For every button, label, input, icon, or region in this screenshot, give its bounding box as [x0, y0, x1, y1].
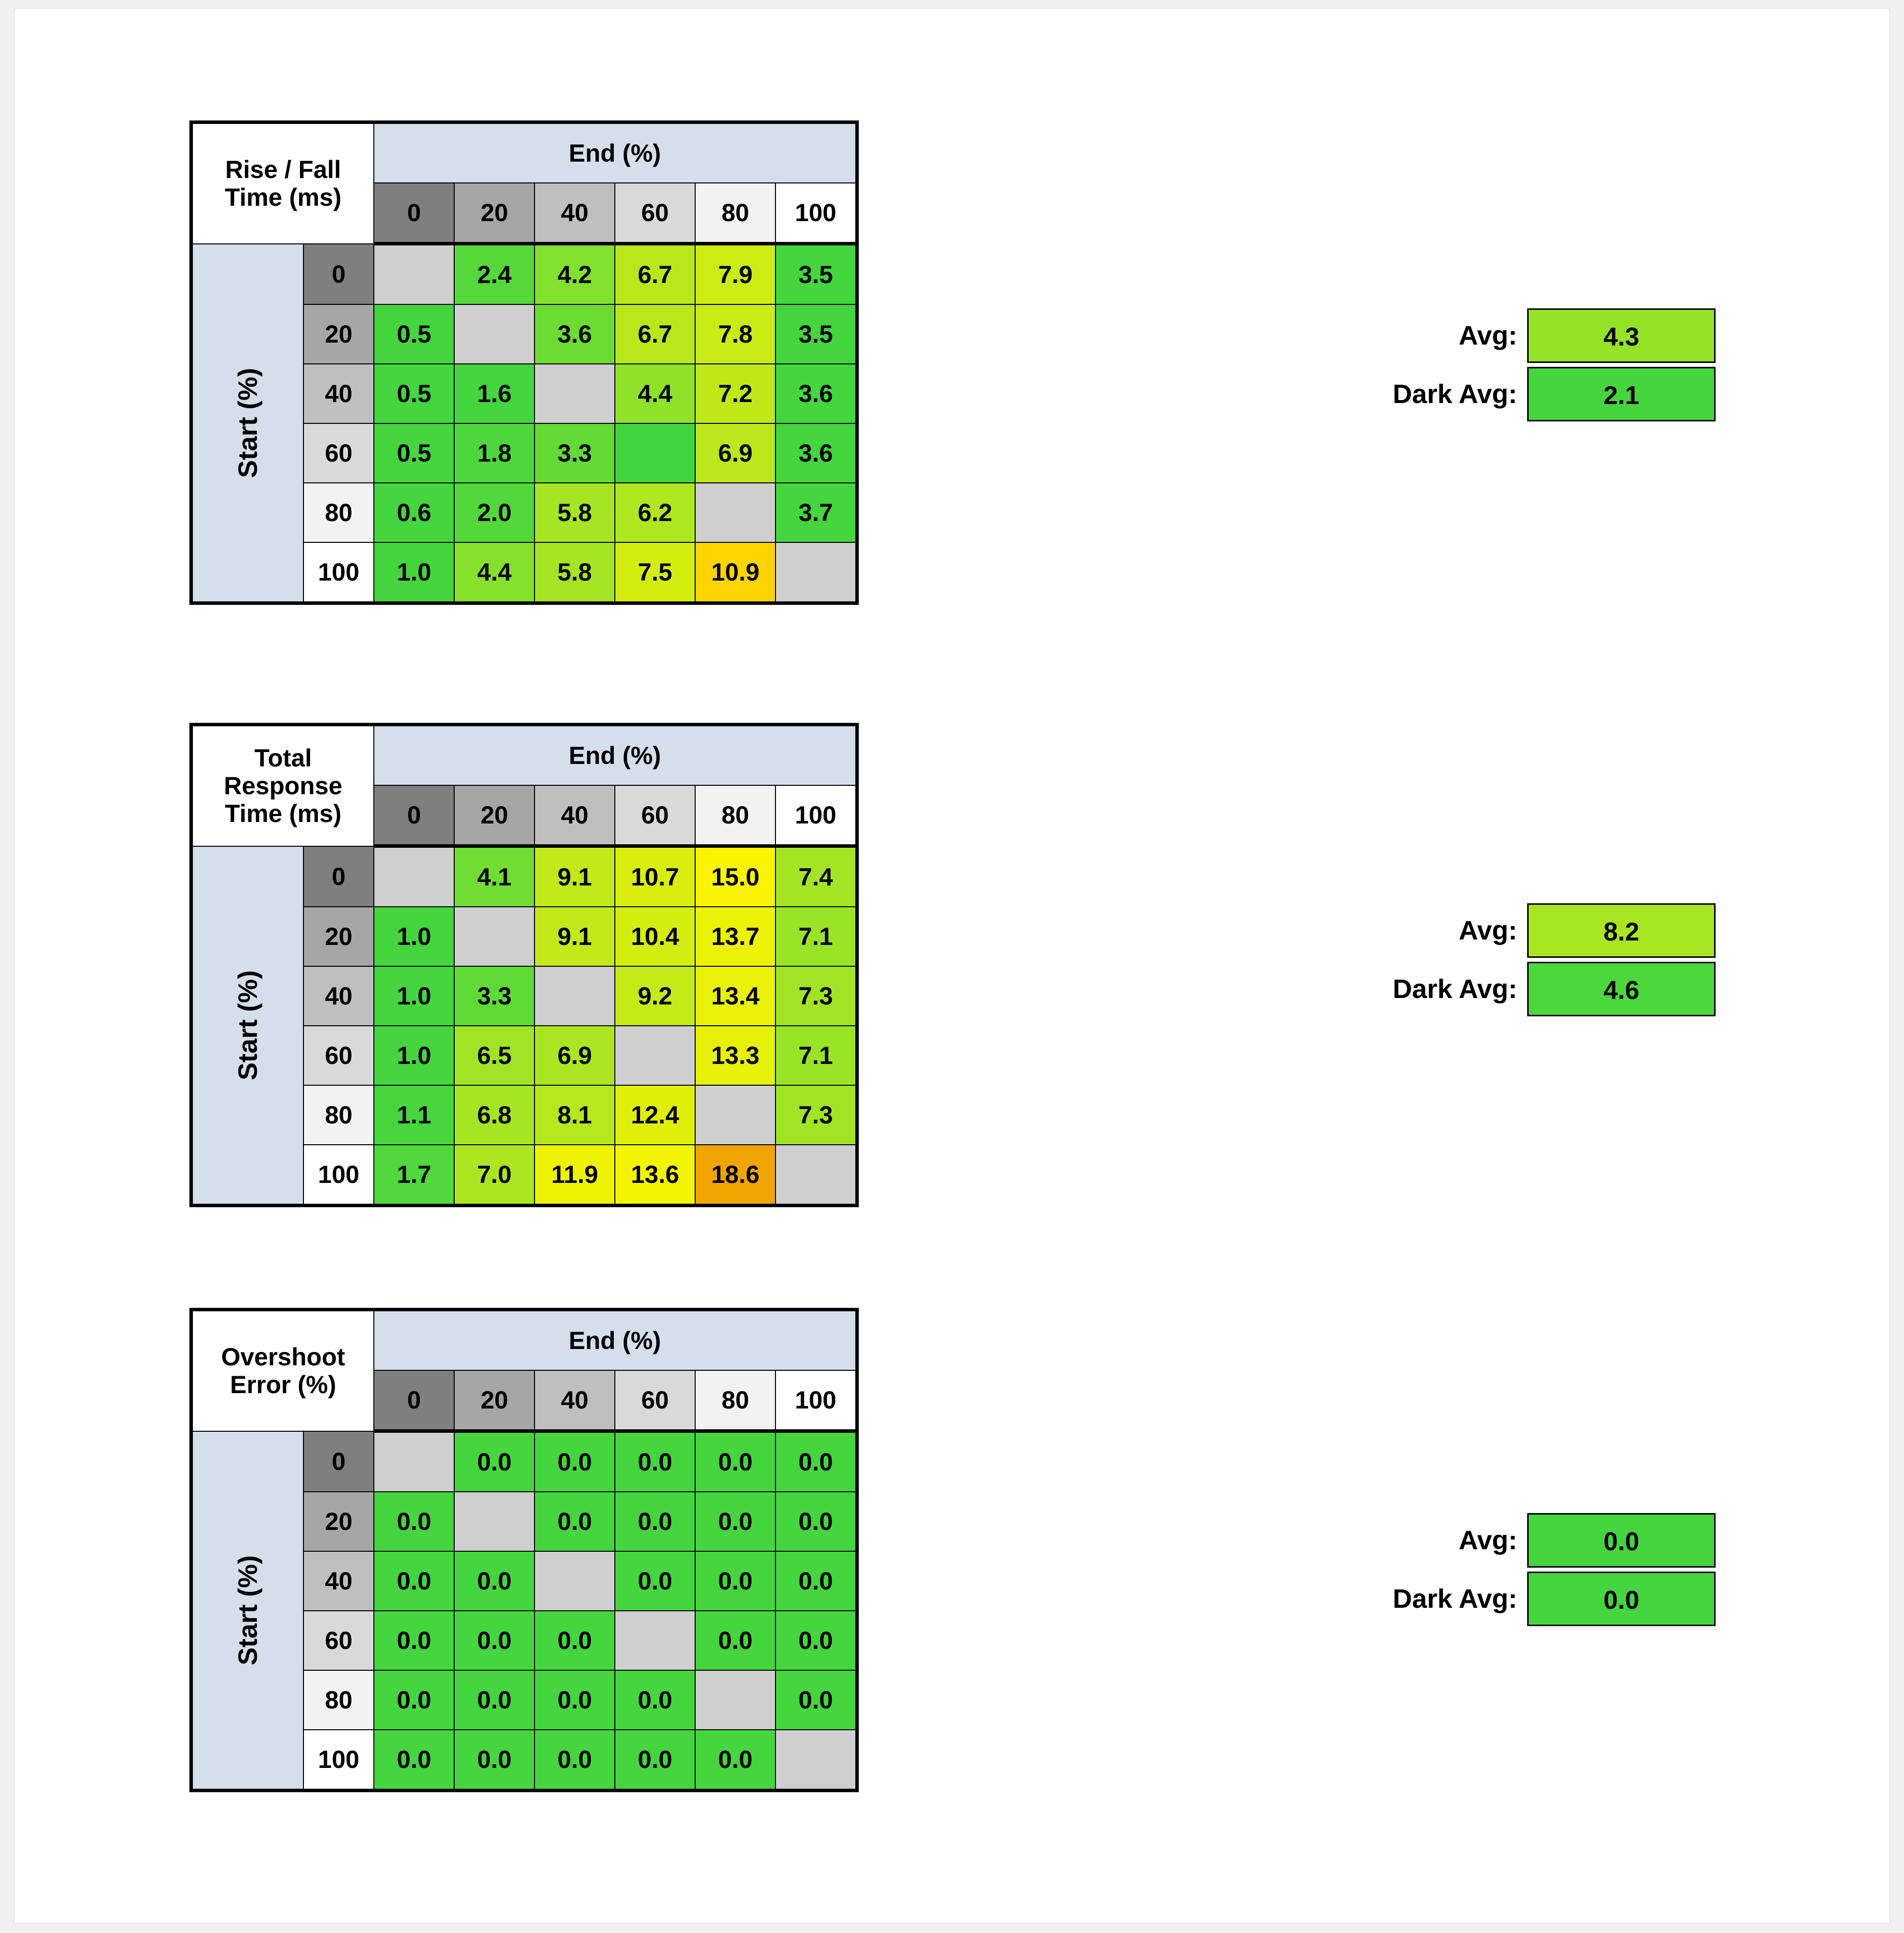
heatmap-cell: 0.0	[695, 1730, 775, 1791]
column-header: 80	[695, 1370, 775, 1431]
column-axis-title: End (%)	[374, 1310, 857, 1371]
row-header: 80	[303, 1670, 374, 1730]
heatmap-cell: 0.5	[374, 423, 454, 483]
column-header: 0	[374, 785, 454, 846]
table-title-line2: Time (ms)	[225, 183, 342, 212]
heatmap-cell: 10.9	[695, 542, 775, 603]
heatmap-cell: 11.9	[535, 1145, 615, 1206]
row-axis-title	[191, 846, 304, 1206]
heatmap-cell: 6.7	[615, 244, 695, 305]
heatmap-cell: 3.6	[535, 304, 615, 364]
column-header: 20	[454, 1370, 535, 1431]
heatmap-cell: 0.0	[775, 1611, 857, 1670]
heatmap-cell: 7.0	[454, 1145, 535, 1206]
table-title	[191, 122, 374, 244]
table-title-line1: Total Response	[224, 744, 343, 800]
heatmap-cell: 13.7	[695, 907, 775, 966]
column-axis-title: End (%)	[374, 122, 857, 183]
stat-row	[1354, 306, 1716, 365]
heatmap-cell-blank	[535, 364, 615, 423]
stat-label: Dark Avg:	[1392, 379, 1517, 409]
row-header: 40	[303, 364, 374, 423]
heatmap-table-0	[189, 120, 859, 605]
heatmap-cell: 6.5	[454, 1026, 535, 1085]
summary-stats	[1354, 306, 1716, 423]
heatmap-cell: 0.0	[535, 1492, 615, 1551]
heatmap-cell: 1.6	[454, 364, 535, 423]
heatmap-cell-blank	[775, 542, 857, 603]
table-title	[191, 1310, 374, 1431]
heatmap-cell: 1.0	[374, 1026, 454, 1085]
heatmap-cell: 0.0	[535, 1431, 615, 1492]
heatmap-cell-blank	[695, 483, 775, 542]
row-header: 100	[303, 1145, 374, 1206]
stat-row	[1354, 1511, 1716, 1570]
heatmap-cell: 12.4	[615, 1085, 695, 1145]
heatmap-cell: 0.0	[374, 1611, 454, 1670]
stat-row	[1354, 365, 1716, 423]
heatmap-cell: 10.7	[615, 846, 695, 907]
heatmap-cell: 7.9	[695, 244, 775, 305]
data-grid	[189, 1308, 859, 1792]
heatmap-cell: 6.7	[615, 304, 695, 364]
heatmap-cell: 3.6	[775, 364, 857, 423]
heatmap-table-2	[189, 1308, 859, 1792]
column-header: 80	[695, 183, 775, 244]
row-header: 20	[303, 304, 374, 364]
column-header: 20	[454, 183, 535, 244]
heatmap-cell: 0.0	[695, 1492, 775, 1551]
heatmap-cell: 0.0	[454, 1670, 535, 1730]
heatmap-cell-blank	[615, 1611, 695, 1670]
table-title-line2: Time (ms)	[225, 800, 342, 828]
row-header: 0	[303, 244, 374, 305]
heatmap-cell: 2.4	[454, 244, 535, 305]
heatmap-cell: 4.1	[454, 846, 535, 907]
heatmap-cell: 9.1	[535, 846, 615, 907]
heatmap-cell: 7.8	[695, 304, 775, 364]
heatmap-cell: 0.0	[454, 1611, 535, 1670]
heatmap-cell: 13.6	[615, 1145, 695, 1206]
heatmap-cell: 4.4	[454, 542, 535, 603]
row-axis-title-text: Start (%)	[233, 970, 263, 1080]
column-header: 60	[615, 183, 695, 244]
row-axis-title	[191, 1431, 304, 1791]
heatmap-cell: 0.0	[615, 1551, 695, 1611]
summary-stats	[1354, 1511, 1716, 1628]
heatmap-cell: 0.0	[374, 1551, 454, 1611]
heatmap-cell: 7.2	[695, 364, 775, 423]
row-header: 60	[303, 1611, 374, 1670]
row-header: 0	[303, 1431, 374, 1492]
heatmap-cell-blank	[695, 1085, 775, 1145]
heatmap-cell: 7.5	[615, 542, 695, 603]
heatmap-cell: 5.8	[535, 483, 615, 542]
heatmap-cell: 7.1	[775, 1026, 857, 1085]
heatmap-cell: 0.0	[374, 1730, 454, 1791]
heatmap-cell: 1.0	[374, 542, 454, 603]
row-axis-title-text: Start (%)	[233, 1555, 263, 1665]
heatmap-cell: 9.1	[535, 907, 615, 966]
heatmap-cell-blank	[535, 1551, 615, 1611]
heatmap-cell: 6.9	[535, 1026, 615, 1085]
table-title-line1: Overshoot	[221, 1343, 346, 1371]
heatmap-cell: 6.9	[695, 423, 775, 483]
heatmap-cell: 3.6	[775, 423, 857, 483]
column-header: 100	[775, 183, 857, 244]
heatmap-cell: 0.0	[695, 1611, 775, 1670]
heatmap-cell: 0.0	[615, 1431, 695, 1492]
row-axis-title-text: Start (%)	[233, 367, 263, 478]
heatmap-cell-blank	[775, 1730, 857, 1791]
heatmap-cell: 4.4	[615, 364, 695, 423]
row-header: 60	[303, 1026, 374, 1085]
heatmap-cell-blank	[374, 244, 454, 305]
column-axis-title: End (%)	[374, 725, 857, 786]
column-header: 100	[775, 785, 857, 846]
heatmap-cell: 0.0	[615, 1492, 695, 1551]
stat-value: 2.1	[1527, 367, 1716, 421]
heatmap-cell-blank	[775, 1145, 857, 1206]
table-row	[191, 1431, 857, 1492]
stat-value: 8.2	[1527, 903, 1716, 958]
row-header: 20	[303, 1492, 374, 1551]
heatmap-cell: 7.4	[775, 846, 857, 907]
stat-label: Avg:	[1459, 916, 1517, 945]
column-header: 0	[374, 183, 454, 244]
row-header: 60	[303, 423, 374, 483]
heatmap-cell: 3.3	[454, 966, 535, 1026]
table-row	[191, 846, 857, 907]
row-header: 20	[303, 907, 374, 966]
data-grid	[189, 120, 859, 605]
heatmap-cell: 0.0	[775, 1551, 857, 1611]
row-header: 80	[303, 1085, 374, 1145]
stat-row	[1354, 1570, 1716, 1628]
heatmap-cell: 1.1	[374, 1085, 454, 1145]
stat-value: 4.6	[1527, 962, 1716, 1016]
stat-value: 0.0	[1527, 1572, 1716, 1626]
stat-value: 4.3	[1527, 308, 1716, 363]
heatmap-cell-blank	[695, 1670, 775, 1730]
heatmap-table-1	[189, 723, 859, 1207]
heatmap-cell: 0.5	[374, 364, 454, 423]
stat-label: Dark Avg:	[1392, 974, 1517, 1004]
table-title	[191, 725, 374, 846]
heatmap-cell: 10.4	[615, 907, 695, 966]
heatmap-cell: 0.0	[454, 1730, 535, 1791]
heatmap-cell: 0.0	[775, 1431, 857, 1492]
heatmap-cell: 0.0	[775, 1492, 857, 1551]
heatmap-cell: 3.3	[535, 423, 615, 483]
data-grid	[189, 723, 859, 1207]
heatmap-cell-blank	[454, 1492, 535, 1551]
heatmap-cell-blank	[374, 1431, 454, 1492]
heatmap-cell: 4.2	[535, 244, 615, 305]
column-header: 60	[615, 1370, 695, 1431]
column-header: 40	[535, 1370, 615, 1431]
heatmap-cell: 0.0	[454, 1431, 535, 1492]
row-header: 40	[303, 966, 374, 1026]
column-header: 40	[535, 183, 615, 244]
heatmap-cell	[615, 423, 695, 483]
heatmap-cell: 0.0	[615, 1670, 695, 1730]
heatmap-cell-blank	[454, 304, 535, 364]
heatmap-cell: 2.0	[454, 483, 535, 542]
heatmap-cell: 0.0	[615, 1730, 695, 1791]
heatmap-cell: 6.8	[454, 1085, 535, 1145]
heatmap-cell: 0.0	[374, 1492, 454, 1551]
column-header: 20	[454, 785, 535, 846]
heatmap-cell-blank	[454, 907, 535, 966]
heatmap-cell: 6.2	[615, 483, 695, 542]
heatmap-cell: 9.2	[615, 966, 695, 1026]
heatmap-cell: 0.0	[775, 1670, 857, 1730]
column-header: 100	[775, 1370, 857, 1431]
heatmap-cell: 15.0	[695, 846, 775, 907]
column-header: 80	[695, 785, 775, 846]
heatmap-cell: 1.7	[374, 1145, 454, 1206]
heatmap-cell: 0.0	[374, 1670, 454, 1730]
stat-label: Avg:	[1459, 1525, 1517, 1555]
heatmap-cell: 1.8	[454, 423, 535, 483]
heatmap-cell: 0.0	[535, 1611, 615, 1670]
heatmap-cell: 13.4	[695, 966, 775, 1026]
stat-label: Avg:	[1459, 321, 1517, 351]
row-header: 80	[303, 483, 374, 542]
row-header: 100	[303, 542, 374, 603]
table-row	[191, 244, 857, 305]
heatmap-cell: 7.3	[775, 1085, 857, 1145]
row-header: 40	[303, 1551, 374, 1611]
stat-label: Dark Avg:	[1392, 1584, 1517, 1614]
heatmap-cell: 0.0	[454, 1551, 535, 1611]
heatmap-cell: 0.0	[535, 1670, 615, 1730]
row-header: 100	[303, 1730, 374, 1791]
column-header: 40	[535, 785, 615, 846]
heatmap-cell: 3.7	[775, 483, 857, 542]
heatmap-cell: 0.0	[535, 1730, 615, 1791]
heatmap-cell: 3.5	[775, 304, 857, 364]
heatmap-cell-blank	[615, 1026, 695, 1085]
heatmap-cell-blank	[374, 846, 454, 907]
column-header: 0	[374, 1370, 454, 1431]
heatmap-cell: 7.1	[775, 907, 857, 966]
heatmap-cell: 8.1	[535, 1085, 615, 1145]
heatmap-cell: 13.3	[695, 1026, 775, 1085]
row-header: 0	[303, 846, 374, 907]
heatmap-cell: 7.3	[775, 966, 857, 1026]
heatmap-cell: 0.5	[374, 304, 454, 364]
heatmap-cell: 0.0	[695, 1551, 775, 1611]
stat-row	[1354, 960, 1716, 1018]
heatmap-cell: 0.6	[374, 483, 454, 542]
heatmap-cell: 1.0	[374, 966, 454, 1026]
table-title-line1: Rise / Fall	[225, 156, 341, 184]
document-page	[15, 9, 1889, 1923]
heatmap-cell: 1.0	[374, 907, 454, 966]
heatmap-cell-blank	[535, 966, 615, 1026]
heatmap-cell: 0.0	[695, 1431, 775, 1492]
table-title-line2: Error (%)	[230, 1371, 336, 1399]
heatmap-cell: 18.6	[695, 1145, 775, 1206]
column-header: 60	[615, 785, 695, 846]
summary-stats	[1354, 901, 1716, 1018]
heatmap-cell: 3.5	[775, 244, 857, 305]
row-axis-title	[191, 244, 304, 603]
stat-row	[1354, 901, 1716, 960]
stat-value: 0.0	[1527, 1513, 1716, 1568]
heatmap-cell: 5.8	[535, 542, 615, 603]
